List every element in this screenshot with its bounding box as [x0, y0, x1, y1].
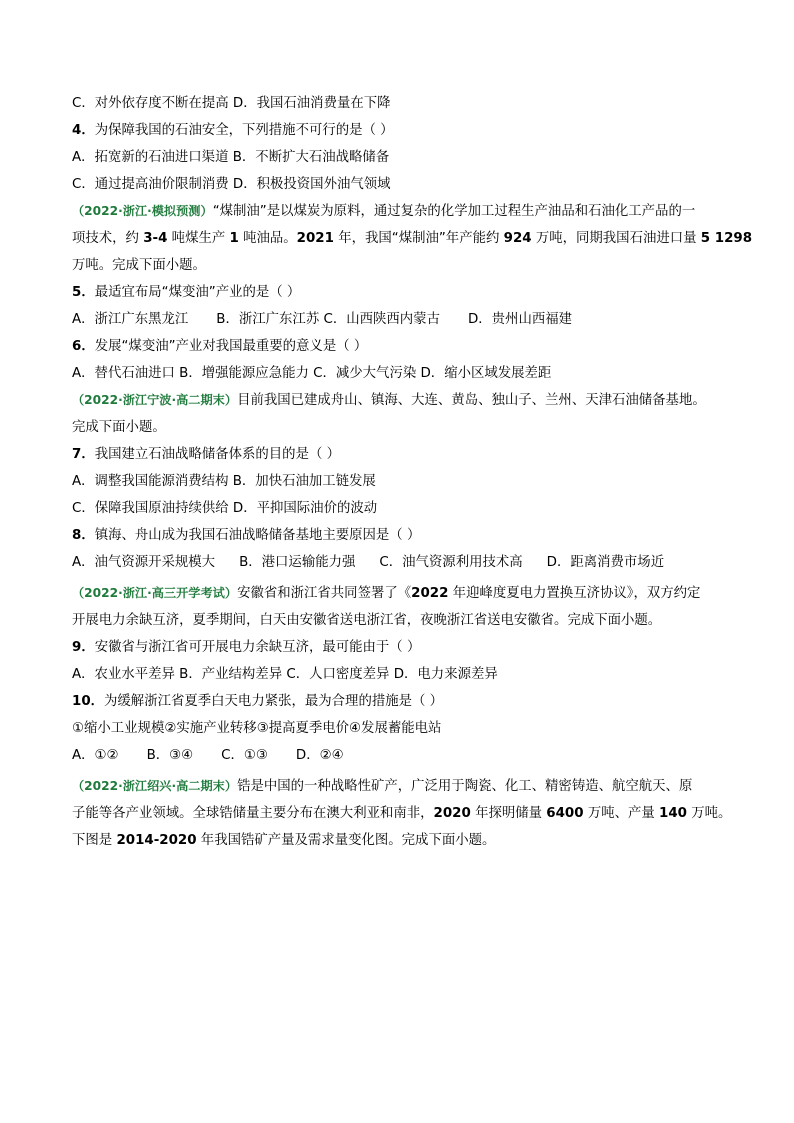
question-4-stem: 为保障我国的石油安全，下列措施不可行的是（ ） — [94, 123, 394, 138]
q4-option-a: A．拓宽新的石油进口渠道 — [72, 150, 229, 165]
question-5 — [72, 279, 732, 306]
group-4-text-1b: 2022 — [411, 586, 449, 601]
question-4-number: 4． — [72, 123, 95, 138]
group-4-text-1c: 年迎峰度夏电力置换互济协议》，双方约定 — [448, 586, 701, 601]
group-5-text-2e: 万吨、产量 — [583, 806, 660, 821]
group-2-stem-line-3 — [72, 252, 732, 279]
q3-options-cd — [72, 90, 732, 117]
group-4-stem-line-2 — [72, 607, 732, 634]
group-2-text-2d: 1 — [229, 231, 239, 246]
q9-option-a: A．农业水平差异 — [72, 667, 175, 682]
group-2-text-2e: 吨油品。 — [238, 231, 297, 246]
q7-option-b: B．加快石油加工链发展 — [232, 474, 376, 489]
group-5-stem-line-3 — [72, 827, 732, 854]
q8-options — [72, 549, 732, 576]
q10-option-d: D．②④ — [295, 748, 344, 763]
question-10 — [72, 688, 732, 715]
q7-option-a: A．调整我国能源消费结构 — [72, 474, 229, 489]
group-2-text-2f: 2021 — [296, 231, 334, 246]
group-5-text-2f: 140 — [659, 806, 687, 821]
group-5-text-1: 锆是中国的一种战略性矿产，广泛用于陶瓷、化工、精密铸造、航空航天、原 — [237, 779, 693, 794]
group-2-text-2i: 万吨，同期我国石油进口量 — [531, 231, 701, 246]
q6-option-a: A．替代石油进口 — [72, 366, 175, 381]
q9-option-d: D．电力来源差异 — [393, 667, 498, 682]
question-6-stem: 发展“煤变油”产业对我国最重要的意义是（ ） — [94, 339, 368, 354]
question-6-number: 6． — [72, 339, 95, 354]
group-2-text-2h: 924 — [503, 231, 532, 246]
question-5-stem: 最适宜布局“煤变油”产业的是（ ） — [94, 285, 301, 300]
q7-option-d: D．平抑国际油价的波动 — [232, 501, 378, 516]
question-9 — [72, 634, 732, 661]
group-5-text-2a: 子能等各产业领域。全球锆储量主要分布在澳大利亚和南非， — [72, 806, 434, 821]
group-2-text-2c: 吨煤生产 — [167, 231, 230, 246]
group-2-source: （2022·浙江·模拟预测） — [72, 204, 213, 218]
group-5-stem-line-1 — [72, 773, 732, 800]
group-3-text-1: 目前我国已建成舟山、镇海、大连、黄岛、独山子、兰州、天津石油储备基地。 — [237, 393, 706, 408]
question-7-number: 7． — [72, 447, 95, 462]
q5-options — [72, 306, 732, 333]
q5-option-b: B．浙江广东江苏 — [216, 312, 320, 327]
q7-option-c: C．保障我国原油持续供给 — [72, 501, 229, 516]
q6-options — [72, 360, 732, 387]
q5-option-a: A．浙江广东黑龙江 — [72, 312, 189, 327]
q3-option-c: C．对外依存度不断在提高 — [72, 96, 229, 111]
q3-option-d: D．我国石油消费量在下降 — [232, 96, 391, 111]
group-5-text-3a: 下图是 — [72, 833, 117, 848]
group-2-text-2j: 5 1298 — [700, 231, 753, 246]
group-3-text-2: 完成下面小题。 — [72, 420, 166, 435]
q4-option-d: D．积极投资国外油气领域 — [232, 177, 391, 192]
question-7-stem: 我国建立石油战略储备体系的目的是（ ） — [94, 447, 341, 462]
group-5-text-2b: 2020 — [433, 806, 471, 821]
q10-options — [72, 742, 732, 769]
group-2-text-2b: 3-4 — [143, 231, 168, 246]
group-2-text-2g: 年，我国“煤制油”年产能约 — [333, 231, 504, 246]
q6-option-c: C．减少大气污染 — [313, 366, 417, 381]
group-4-source: （2022·浙江·高三开学考试） — [72, 586, 238, 600]
q10-option-c: C．①③ — [221, 748, 268, 763]
q5-option-c: C．山西陕西内蒙古 — [323, 312, 440, 327]
question-10-number: 10． — [72, 694, 105, 709]
group-2-text-3: 万吨。完成下面小题。 — [72, 258, 206, 273]
question-8-stem: 镇海、舟山成为我国石油战略储备基地主要原因是（ ） — [94, 528, 421, 543]
q7-options-ab — [72, 468, 732, 495]
q6-option-d: D．缩小区域发展差距 — [420, 366, 552, 381]
q8-option-b: B．港口运输能力强 — [239, 555, 356, 570]
group-2-text-1: “煤制油”是以煤炭为原料，通过复杂的化学加工过程生产油品和石油化工产品的一 — [212, 204, 696, 219]
group-2-text-2a: 项技术，约 — [72, 231, 144, 246]
q7-options-cd — [72, 495, 732, 522]
question-10-stem: 为缓解浙江省夏季白天电力紧张，最为合理的措施是（ ） — [104, 694, 444, 709]
question-5-number: 5． — [72, 285, 95, 300]
question-8-number: 8． — [72, 528, 95, 543]
group-5-source: （2022·浙江绍兴·高二期末） — [72, 779, 238, 793]
q10-option-a: A．①② — [72, 748, 119, 763]
q4-option-c: C．通过提高油价限制消费 — [72, 177, 229, 192]
q10-option-b: B．③④ — [146, 748, 194, 763]
group-4-stem-line-1 — [72, 580, 732, 607]
group-4-text-1a: 安徽省和浙江省共同签署了《 — [237, 586, 412, 601]
q9-option-b: B．产业结构差异 — [179, 667, 283, 682]
question-7 — [72, 441, 732, 468]
group-4-text-2: 开展电力余缺互济，夏季期间，白天由安徽省送电浙江省，夜晚浙江省送电安徽省。完成下面小题。 — [72, 613, 662, 628]
q10-items — [72, 715, 732, 742]
q4-options-ab — [72, 144, 732, 171]
q10-item-list: ①缩小工业规模②实施产业转移③提高夏季电价④发展蓄能电站 — [72, 721, 442, 736]
group-3-stem-line-1 — [72, 387, 732, 414]
question-8 — [72, 522, 732, 549]
group-2-stem-line-2 — [72, 225, 753, 252]
q4-option-b: B．不断扩大石油战略储备 — [232, 150, 390, 165]
group-2-stem-line-1 — [72, 198, 732, 225]
group-3-source: （2022·浙江宁波·高二期末） — [72, 393, 238, 407]
q8-option-c: C．油气资源利用技术高 — [379, 555, 523, 570]
q8-option-a: A．油气资源开采规模大 — [72, 555, 216, 570]
group-5-text-3c: 年我国锆矿产量及需求量变化图。完成下面小题。 — [196, 833, 496, 848]
question-4 — [72, 117, 732, 144]
q9-options — [72, 661, 732, 688]
question-9-number: 9． — [72, 640, 95, 655]
question-6 — [72, 333, 732, 360]
q6-option-b: B．增强能源应急能力 — [179, 366, 309, 381]
group-5-text-3b: 2014-2020 — [116, 833, 197, 848]
q4-options-cd — [72, 171, 732, 198]
question-9-stem: 安徽省与浙江省可开展电力余缺互济，最可能由于（ ） — [94, 640, 421, 655]
q5-option-d: D．贵州山西福建 — [467, 312, 573, 327]
group-5-text-2c: 年探明储量 — [470, 806, 547, 821]
group-5-text-2g: 万吨。 — [687, 806, 732, 821]
group-5-stem-line-2 — [72, 800, 732, 827]
group-3-stem-line-2 — [72, 414, 732, 441]
group-5-text-2d: 6400 — [546, 806, 584, 821]
q8-option-d: D．距离消费市场近 — [546, 555, 665, 570]
q9-option-c: C．人口密度差异 — [286, 667, 390, 682]
